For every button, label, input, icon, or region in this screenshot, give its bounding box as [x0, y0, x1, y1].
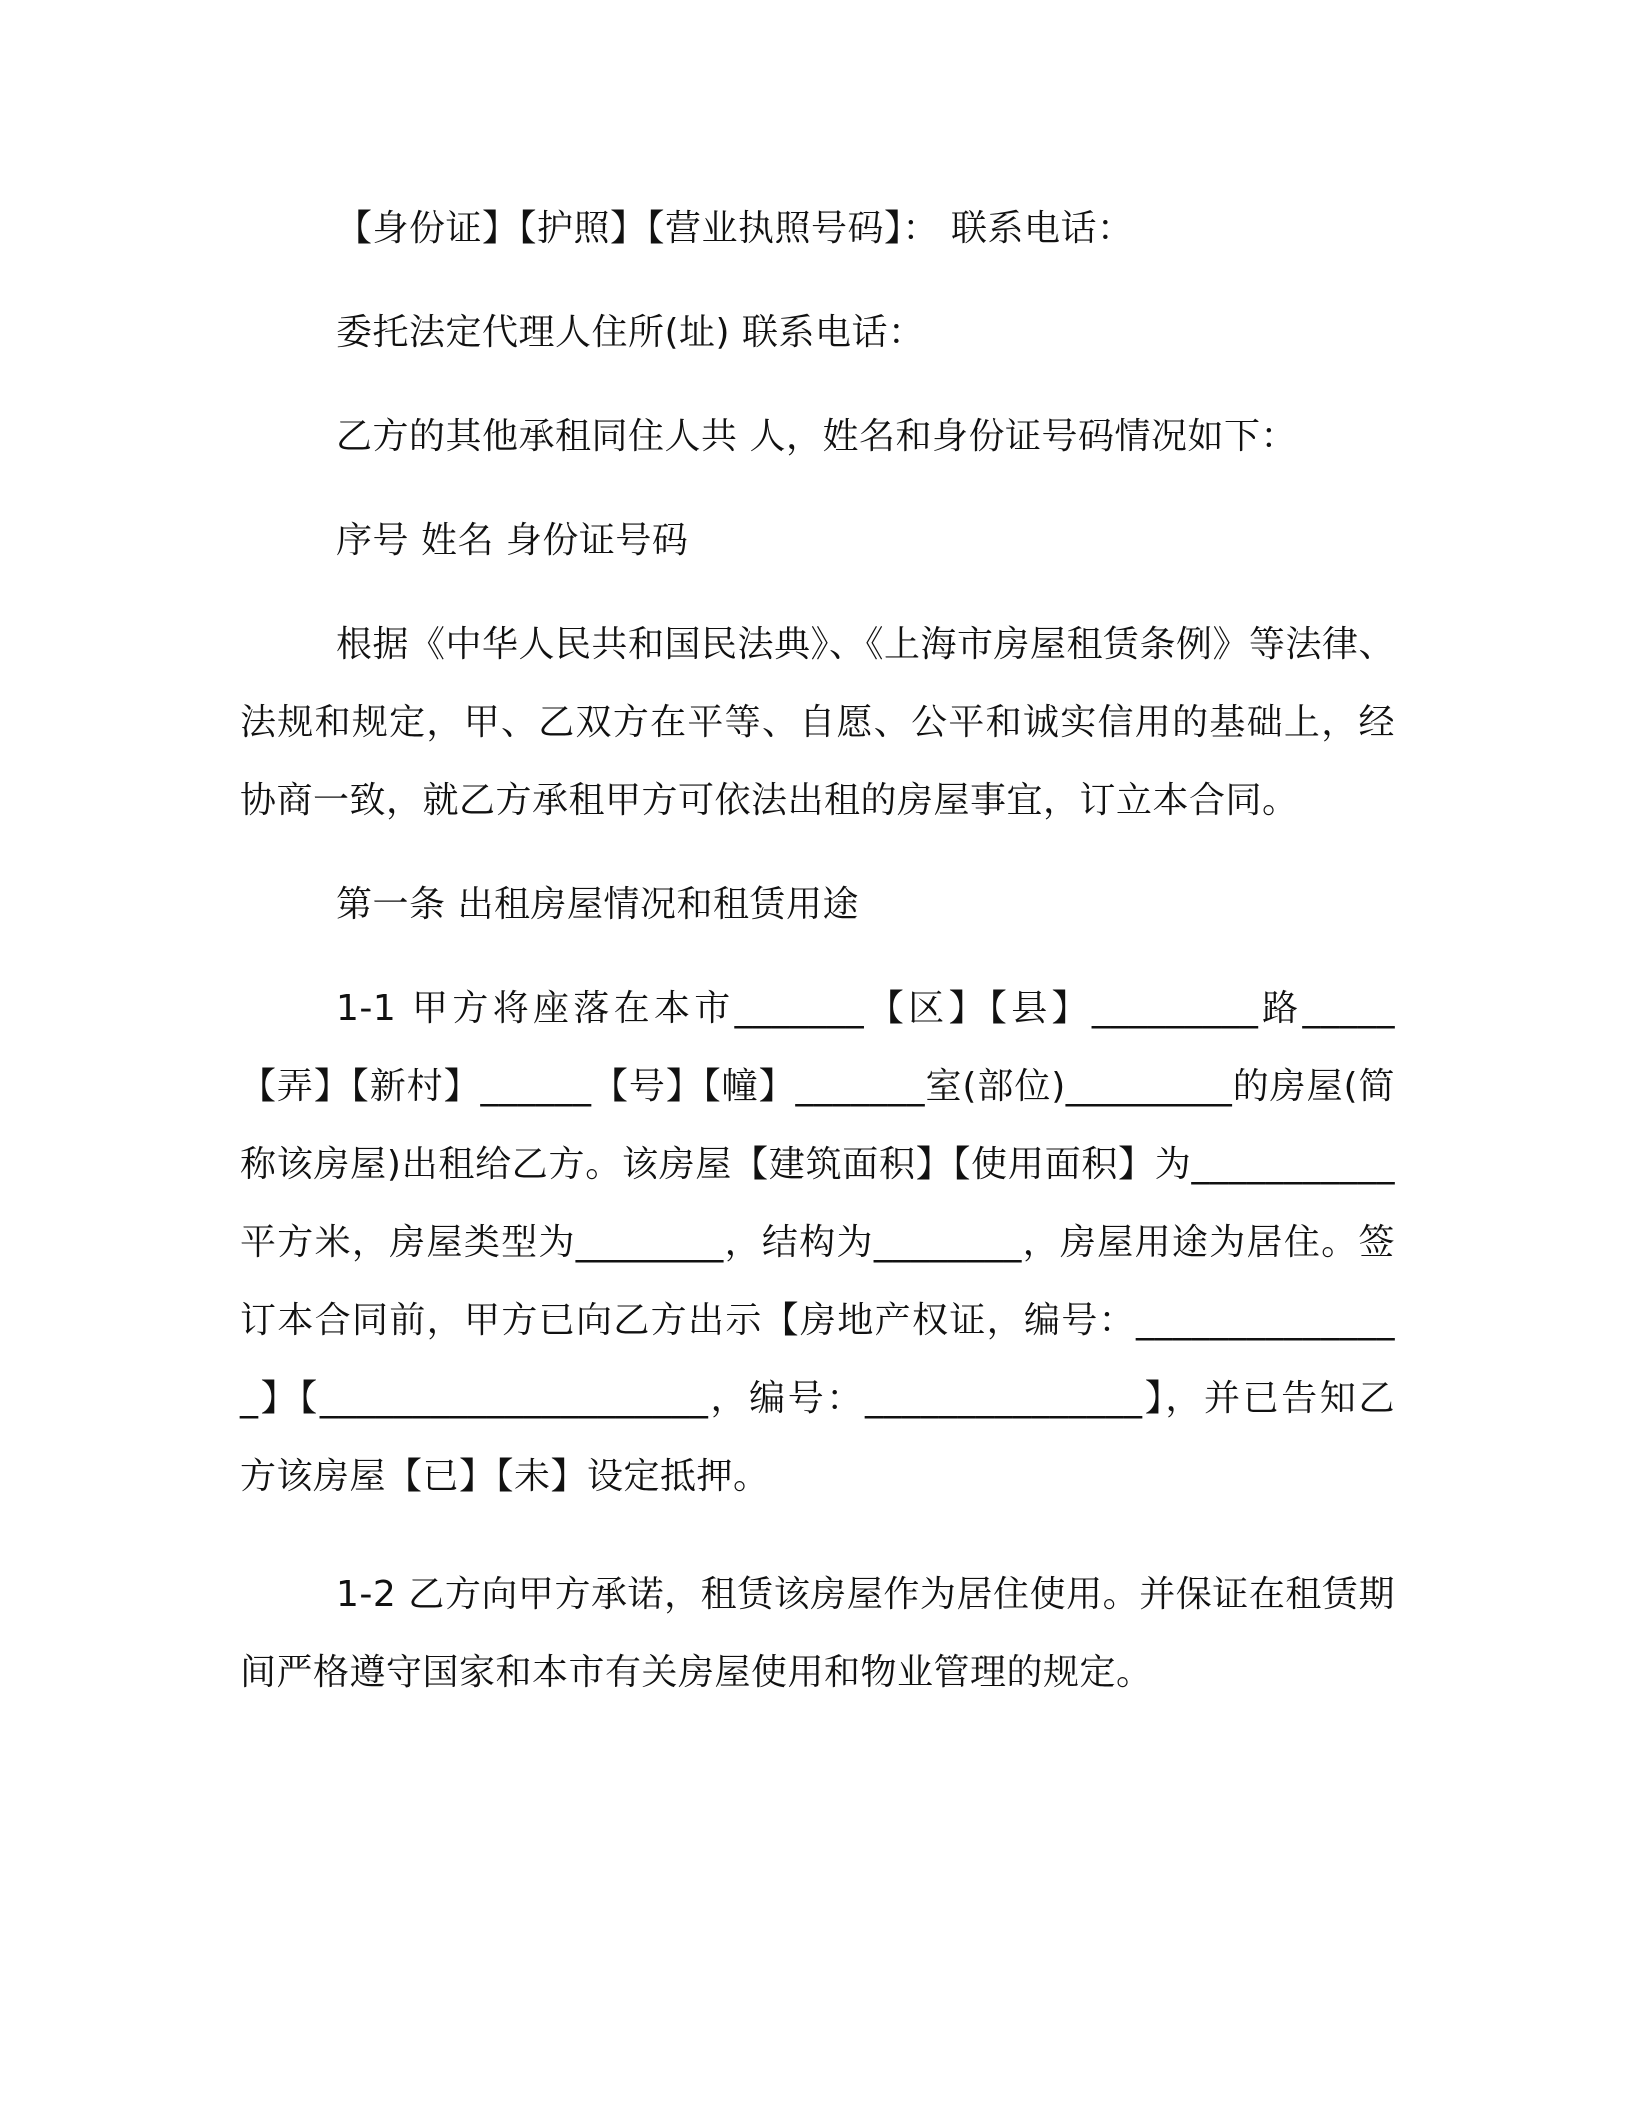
paragraph-preamble: 根据《中华人民共和国民法典》、《上海市房屋租赁条例》等法律、法规和规定，甲、乙双方在平等、自愿、公平和诚实信用的基础上，经协商一致，就乙方承租甲方可依法出租的房屋事宜，订立本合同。 [240, 624, 1396, 821]
document-body [240, 190, 1395, 1712]
paragraph-agent-address: 委托法定代理人住所(址) 联系电话： [336, 312, 925, 353]
paragraph-clause-1-2: 1-2 乙方向甲方承诺，租赁该房屋作为居住使用。并保证在租赁期间严格遵守国家和本市有关房屋使用和物业管理的规定。 [240, 1574, 1395, 1693]
paragraph-table-header: 序号 姓名 身份证号码 [336, 520, 689, 561]
article-1-title: 第一条 出租房屋情况和租赁用途 [336, 884, 859, 925]
paragraph-co-tenants: 乙方的其他承租同住人共 人，姓名和身份证号码情况如下： [336, 416, 1297, 457]
paragraph-id-line: 【身份证】【护照】【营业执照号码】： 联系电话： [336, 208, 1134, 249]
paragraph-clause-1-1: 1-1 甲方将座落在本市_______【区】【县】_________路_____【弄】【新村】______【号】【幢】_______室(部位)_________的房屋(简称该房屋)出租给乙方。该房屋【建筑面积】【使用面积】为___________平方米，房屋类型为________，结构为________，房屋用途为居住。签订本合同前，甲方已向乙方出示【房地产权证，编号：_______________】【_____________________，编号：_______________】，并已告知乙方该房屋【已】【未】设定抵押。 [240, 988, 1395, 1497]
